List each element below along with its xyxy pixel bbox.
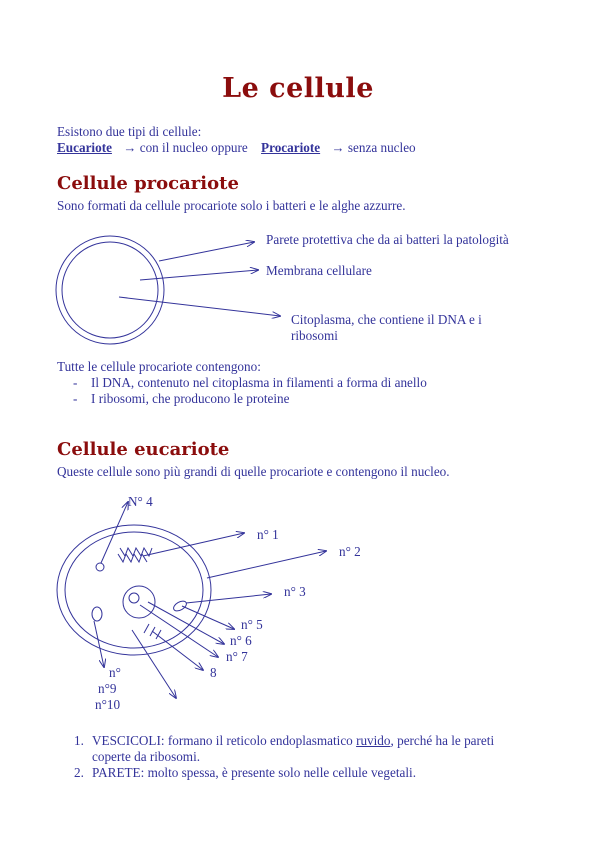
label-n2: n° 2 — [339, 544, 361, 559]
label-n3: n° 3 — [284, 584, 306, 599]
procariote-text: Sono formati da cellule procariote solo i batteri e le alghe azzurre. — [57, 198, 406, 213]
ribosome-mark — [144, 624, 149, 633]
label-n8: 8 — [210, 665, 217, 680]
eucariote-text: Queste cellule sono più grandi di quelle procariote e contengono il nucleo. — [57, 464, 450, 479]
list-item-text — [92, 733, 542, 765]
n2-arrow — [207, 551, 326, 578]
page-title: Le cellule — [222, 73, 374, 104]
list-item — [74, 733, 542, 765]
bullet-text: Il DNA, contenuto nel citoplasma in filamenti a forma di anello — [91, 375, 427, 390]
bullet-dash: - — [73, 391, 78, 406]
label-n4: N° 4 — [128, 494, 153, 509]
list-item-text: PARETE: molto spessa, è presente solo nelle cellule vegetali. — [92, 765, 416, 780]
contain-intro: Tutte le cellule procariote contengono: — [57, 359, 261, 374]
vesicle-circle — [96, 563, 104, 571]
n1-arrow — [143, 533, 244, 556]
intro-line: Esistono due tipi di cellule: — [57, 124, 202, 139]
list-number: 2. — [74, 765, 84, 780]
bullet-dash: - — [73, 375, 78, 390]
procariote-term: Procariote — [261, 140, 321, 155]
eucariote-desc: con il nucleo oppure — [139, 140, 248, 155]
eucariote-term: Eucariote — [57, 140, 112, 155]
citoplasma-label-line2: ribosomi — [291, 328, 338, 343]
label-n7: n° 7 — [226, 649, 248, 664]
arrow-icon: → — [123, 140, 137, 155]
eucariote-heading: Cellule eucariote — [57, 439, 230, 460]
organelle-list — [74, 733, 542, 781]
arrow-icon: → — [331, 140, 345, 155]
list-text-cont: coperte da ribosomi. — [92, 749, 201, 764]
vacuole-ellipse — [92, 607, 102, 621]
underlined-term: ruvido — [356, 733, 391, 748]
label-n5: n° 5 — [241, 617, 263, 632]
membrana-label: Membrana cellulare — [266, 263, 372, 278]
list-number: 1. — [74, 733, 84, 748]
n3-arrow — [186, 594, 271, 603]
list-text-tail: , perché ha le pareti — [390, 733, 495, 748]
bullet-text: I ribosomi, che producono le proteine — [91, 391, 290, 406]
list-text-head: VESCICOLI: formano il reticolo endoplasmatico — [92, 733, 357, 748]
n8-arrow — [152, 631, 203, 670]
nucleus-circle — [123, 586, 155, 618]
label-n6: n° 6 — [230, 633, 252, 648]
label-n1: n° 1 — [257, 527, 279, 542]
procariote-heading: Cellule procariote — [57, 173, 239, 194]
cell-membrane — [65, 532, 203, 648]
citoplasma-label-line1: Citoplasma, che contiene il DNA e i — [291, 312, 482, 327]
label-n9: n°9 — [98, 681, 117, 696]
label-n10: n°10 — [95, 697, 121, 712]
n10-arrow — [94, 621, 104, 667]
procariote-desc: senza nucleo — [347, 140, 416, 155]
list-item — [74, 765, 542, 781]
cell-wall-outer — [57, 525, 211, 655]
nucleolus-circle — [129, 593, 139, 603]
parete-label: Parete protettiva che da ai batteri la patologità — [266, 232, 509, 247]
organelle-cylinder — [172, 599, 188, 613]
label-n-blank: n° — [109, 665, 121, 680]
